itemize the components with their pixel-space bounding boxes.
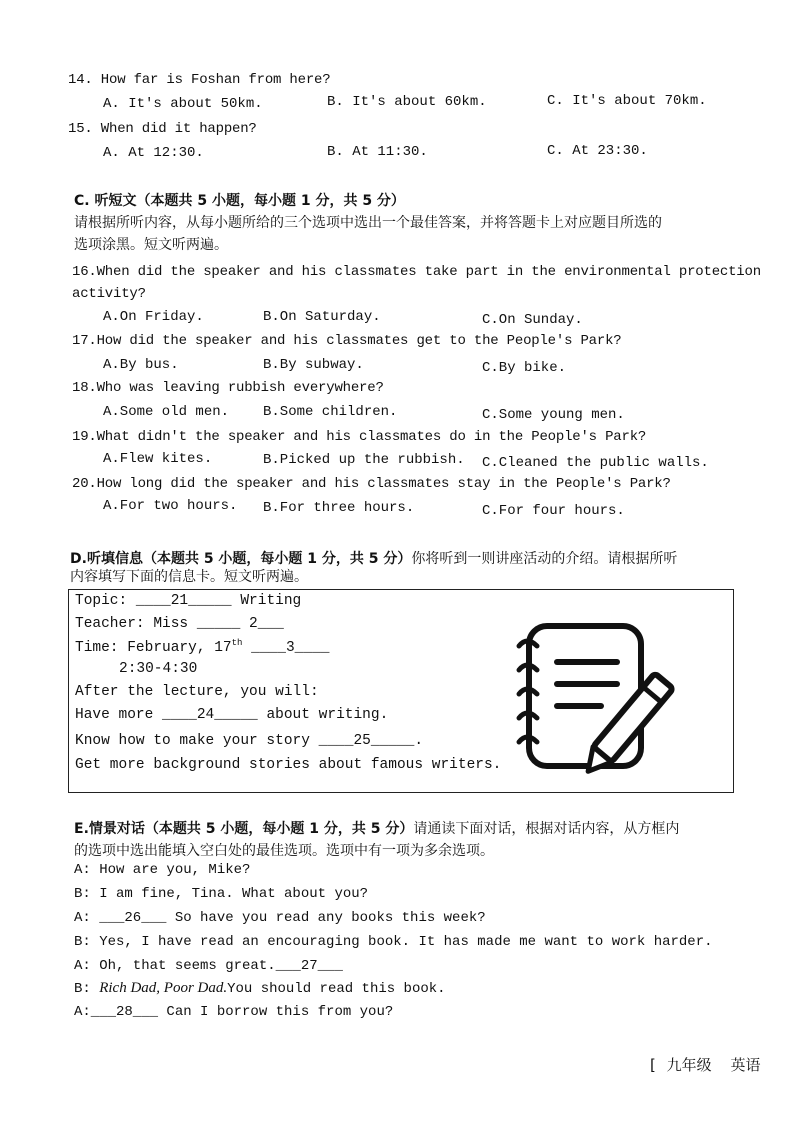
q17-text: 17.How did the speaker and his classmates get to the People's Park? xyxy=(72,333,622,349)
q14-option-b: B. It's about 60km. xyxy=(327,94,487,110)
card-topic-label: Topic: xyxy=(75,593,128,609)
section-d-heading-line xyxy=(70,548,677,568)
q17-option-a: A.By bus. xyxy=(103,357,179,373)
card-know-label: Know how to make your story xyxy=(75,733,310,749)
q17-option-c: C.By bike. xyxy=(482,360,567,376)
card-time-sup: th xyxy=(231,638,243,648)
card-topic-rest: Writing xyxy=(240,593,302,609)
card-time-label: Time: February, 17 xyxy=(75,639,232,656)
blank-21: ____21_____ xyxy=(135,593,232,609)
q20-text: 20.How long did the speaker and his classmates stay in the People's Park? xyxy=(72,476,671,492)
blank-22: _____ 2___ xyxy=(196,616,284,632)
dialog-line-7: A:___28___ Can I borrow this from you? xyxy=(74,1004,394,1020)
footer xyxy=(650,1054,760,1075)
section-c-instruction-2: 选项涂黑。短文听两遍。 xyxy=(74,237,228,253)
card-time-line xyxy=(75,638,329,656)
q15-option-a: A. At 12:30. xyxy=(103,145,204,161)
q18-option-c: C.Some young men. xyxy=(482,407,625,423)
section-e-heading-tail: 请通读下面对话，根据对话内容，从方框内 xyxy=(413,821,680,837)
q20-option-c: C.For four hours. xyxy=(482,503,625,519)
info-card xyxy=(68,589,734,793)
blank-25: ____25_____. xyxy=(318,733,424,749)
q17-option-b: B.By subway. xyxy=(263,357,364,373)
q14-option-a: A. It's about 50km. xyxy=(103,96,263,112)
dialog-line-6-speaker: B: xyxy=(74,981,100,997)
section-d-heading: D.听填信息（本题共 5 小题，每小题 1 分，共 5 分） xyxy=(70,551,412,567)
q16-option-a: A.On Friday. xyxy=(103,309,204,325)
q19-text: 19.What didn't the speaker and his classmates do in the People's Park? xyxy=(72,429,647,445)
section-e-instruction-2: 的选项中选出能填入空白处的最佳选项。选项中有一项为多余选项。 xyxy=(74,843,494,859)
dialog-line-2: B: I am fine, Tina. What about you? xyxy=(74,886,369,902)
section-c-heading: C. 听短文（本题共 5 小题，每小题 1 分，共 5 分） xyxy=(74,193,405,209)
q14-text: 14. How far is Foshan from here? xyxy=(68,72,331,88)
q16-option-b: B.On Saturday. xyxy=(263,309,381,325)
card-teacher-label: Teacher: Miss xyxy=(75,616,189,632)
q19-option-c: C.Cleaned the public walls. xyxy=(482,455,709,471)
card-have-line xyxy=(75,707,388,723)
card-teacher-line xyxy=(75,616,284,632)
q19-option-b: B.Picked up the rubbish. xyxy=(263,452,465,468)
card-after-line: After the lecture, you will: xyxy=(75,684,319,700)
dialog-line-5: A: Oh, that seems great.___27___ xyxy=(74,958,343,974)
q15-option-b: B. At 11:30. xyxy=(327,144,428,160)
card-topic-line xyxy=(75,593,301,609)
blank-23: ____3____ xyxy=(251,639,330,656)
q18-text: 18.Who was leaving rubbish everywhere? xyxy=(72,380,384,396)
q16-option-c: C.On Sunday. xyxy=(482,312,583,328)
q15-option-c: C. At 23:30. xyxy=(547,143,648,159)
card-know-line xyxy=(75,733,423,749)
footer-subject: 英语 xyxy=(730,1056,761,1074)
dialog-line-6 xyxy=(74,980,446,997)
q15-text: 15. When did it happen? xyxy=(68,121,257,137)
section-c-instruction-1: 请根据所听内容，从每小题所给的三个选项中选出一个最佳答案，并将答题卡上对应题目所选的 xyxy=(74,215,662,231)
book-title: Rich Dad, Poor Dad. xyxy=(99,980,228,996)
q20-option-b: B.For three hours. xyxy=(263,500,415,516)
card-time-range: 2:30-4:30 xyxy=(119,661,198,677)
section-e-heading-line xyxy=(74,818,679,838)
card-have-label: Have more xyxy=(75,707,154,723)
blank-24: ____24_____ xyxy=(162,707,258,723)
q16-text-cont: activity? xyxy=(72,286,146,302)
q18-option-a: A.Some old men. xyxy=(103,404,230,420)
dialog-line-3: A: ___26___ So have you read any books this week? xyxy=(74,910,486,926)
section-d-instruction-2: 内容填写下面的信息卡。短文听两遍。 xyxy=(70,569,308,585)
dialog-line-1: A: How are you, Mike? xyxy=(74,862,251,878)
dialog-line-6-rest: You should read this book. xyxy=(227,981,446,997)
card-have-rest: about writing. xyxy=(266,707,389,723)
q19-option-a: A.Flew kites. xyxy=(103,451,213,467)
q18-option-b: B.Some children. xyxy=(263,404,398,420)
section-d-heading-tail: 你将听到一则讲座活动的介绍。请根据所听 xyxy=(411,551,678,567)
notebook-pencil-icon xyxy=(509,612,679,782)
footer-bracket: [ xyxy=(650,1056,656,1074)
q20-option-a: A.For two hours. xyxy=(103,498,238,514)
section-e-heading: E.情景对话（本题共 5 小题，每小题 1 分，共 5 分） xyxy=(74,821,414,837)
q16-text: 16.When did the speaker and his classmates take part in the environmental protection xyxy=(72,264,761,280)
dialog-line-4: B: Yes, I have read an encouraging book. It has made me want to work harder. xyxy=(74,934,713,950)
footer-grade: 九年级 xyxy=(666,1056,712,1074)
card-get-line: Get more background stories about famous writers. xyxy=(75,757,502,773)
q14-option-c: C. It's about 70km. xyxy=(547,93,707,109)
